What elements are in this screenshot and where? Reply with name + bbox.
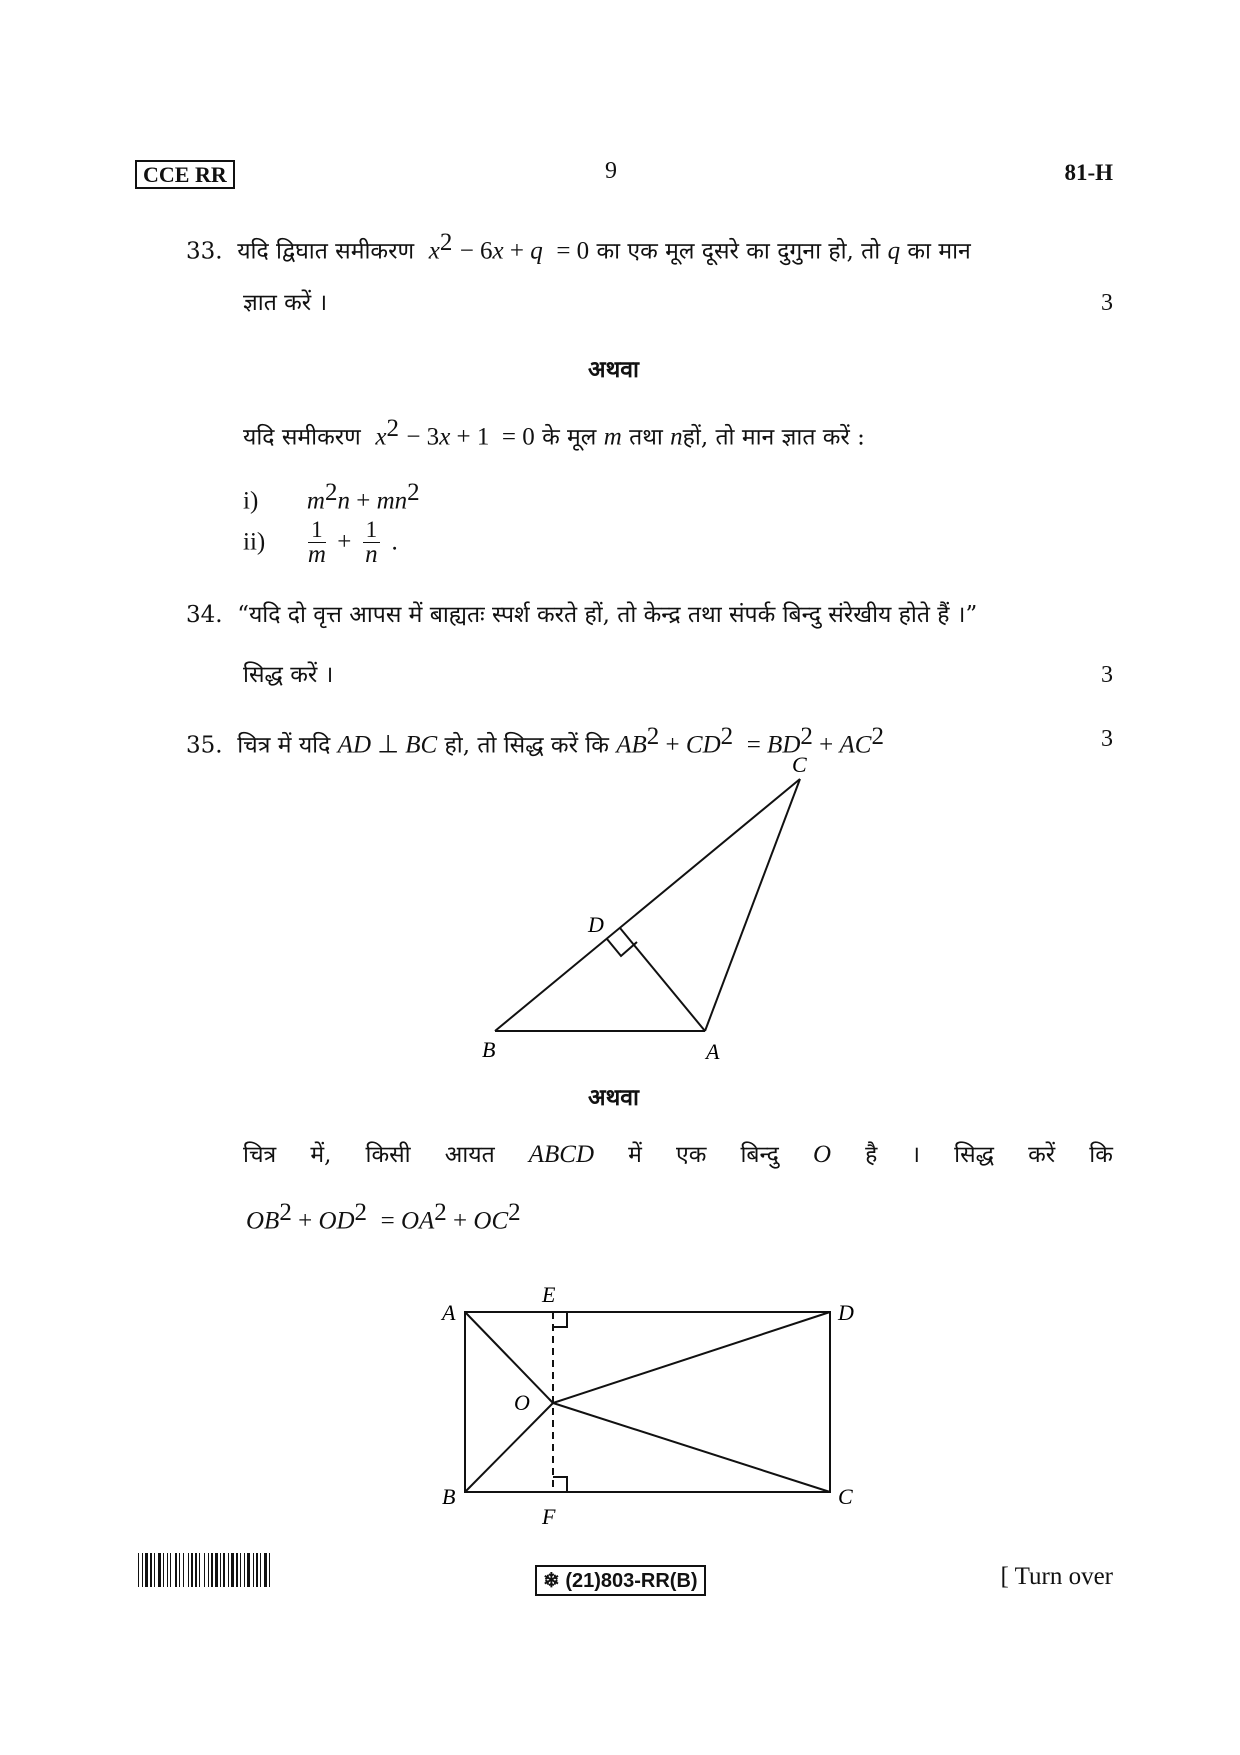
marks-35: 3: [1101, 726, 1113, 752]
barcode-bar: [264, 1553, 267, 1587]
barcode-bar: [167, 1553, 168, 1587]
item-label: ii): [243, 528, 266, 556]
booklet-code: ❄ (21)803-RR(B): [535, 1565, 706, 1596]
barcode-bar: [154, 1553, 155, 1587]
label-f: F: [542, 1504, 556, 1529]
segment-od: [553, 1312, 830, 1403]
label-o: O: [514, 1390, 530, 1415]
series-badge: CCE RR: [135, 160, 235, 189]
q33-alt-c: तथा: [629, 424, 663, 451]
segment-ob: [465, 1403, 553, 1492]
word: O: [812, 1141, 831, 1168]
barcode-bar: [253, 1553, 254, 1587]
altitude-ad: [620, 928, 705, 1031]
label-b: B: [442, 1484, 456, 1509]
paper-code: 81-H: [1064, 160, 1113, 185]
barcode-bar: [220, 1553, 221, 1587]
question-33-line1: 33. यदि द्विघात समीकरण $x^2 - 6x + q = 0$ का एक मूल दूसरे का दुगुना हो, तो q का मान: [186, 229, 971, 265]
q35-text-b: हो, तो सिद्ध करें कि: [444, 732, 609, 759]
label-d: D: [838, 1300, 854, 1325]
question-34-line1: [186, 600, 977, 630]
barcode-bar: [170, 1553, 171, 1587]
label-b: B: [482, 1037, 496, 1062]
q33-item-1: i) $m^2n + mn^2$: [243, 479, 420, 515]
word: करें: [1028, 1142, 1056, 1168]
q34-text: “यदि दो वृत्त आपस में बाह्यतः स्पर्श करते हों, तो केन्द्र तथा संपर्क बिन्दु संरेखीय होते हैं ।”: [237, 602, 978, 628]
marks-34: 3: [1101, 662, 1113, 688]
word: चित्र: [243, 1142, 277, 1168]
or-label-2: अथवा: [588, 1084, 640, 1111]
right-angle-mark-e: [553, 1312, 567, 1327]
label-a: A: [706, 1039, 720, 1064]
q33-alt-b: के मूल: [542, 424, 597, 451]
q33-text-b: का एक मूल दूसरे का दुगुना हो, तो: [596, 238, 881, 265]
word: आयत: [444, 1142, 495, 1168]
barcode-bar: [244, 1553, 245, 1587]
barcode-bar: [150, 1553, 152, 1587]
barcode-bar: [179, 1553, 180, 1587]
or-label-1: अथवा: [588, 356, 640, 383]
barcode-bar: [204, 1553, 205, 1587]
barcode-bar: [145, 1553, 148, 1587]
page-number: 9: [605, 158, 617, 184]
barcode-bar: [223, 1553, 225, 1587]
barcode-bar: [208, 1553, 209, 1587]
barcode-bar: [247, 1553, 250, 1587]
question-number: 33.: [186, 238, 223, 265]
barcode-bar: [163, 1553, 164, 1587]
barcode-bar: [228, 1553, 229, 1587]
word: कि: [1089, 1142, 1113, 1168]
question-33-alt: यदि समीकरण $x^2 - 3x + 1 = 0$ के मूल m तथा nहों, तो मान ज्ञात करें :: [243, 415, 865, 451]
q35-text-a: चित्र में यदि: [237, 732, 331, 759]
side-ca: [705, 779, 800, 1031]
barcode-bar: [236, 1553, 238, 1587]
barcode-bar: [175, 1553, 177, 1587]
q33-text-a: यदि द्विघात समीकरण: [237, 238, 415, 265]
barcode-bar: [191, 1553, 193, 1587]
side-bc: [495, 779, 800, 1031]
q33-text-c: का मान: [907, 238, 971, 265]
barcode-bar: [215, 1553, 218, 1587]
label-c: C: [792, 752, 807, 777]
barcode-bar: [195, 1553, 197, 1587]
barcode-bar: [188, 1553, 189, 1587]
word: ।: [911, 1142, 921, 1168]
question-number: 35.: [186, 732, 223, 759]
question-35-line: 35. चित्र में यदि AD ⊥ BC हो, तो सिद्ध करें कि $AB^2 + CD^2 = BD^2 + AC^2$: [186, 723, 884, 759]
q33-item-2: ii) $\frac{1}{m}$ + $\frac{1}{n}$ .: [243, 517, 398, 568]
barcode-bar: [256, 1553, 258, 1587]
label-c: C: [838, 1484, 853, 1509]
word: ABCD: [528, 1141, 595, 1168]
barcode: [138, 1553, 370, 1587]
label-d: D: [588, 912, 604, 937]
right-angle-mark: [607, 939, 637, 956]
barcode-bar: [231, 1553, 234, 1587]
barcode-bar: [142, 1553, 143, 1587]
label-e: E: [542, 1282, 556, 1307]
barcode-bar: [138, 1553, 139, 1587]
q33-alt-a: यदि समीकरण: [243, 424, 361, 451]
barcode-bar: [269, 1553, 270, 1587]
barcode-bar: [199, 1553, 200, 1587]
fraction-1-over-n: $\frac{1}{n}$: [363, 518, 381, 567]
question-number: 34.: [186, 602, 223, 628]
q35-alt-equation: $OB^2 + OD^2 = OA^2 + OC^2$: [246, 1199, 521, 1235]
word: में: [628, 1142, 642, 1168]
fraction-1-over-m: $\frac{1}{m}$: [307, 517, 326, 568]
segment-oc: [553, 1403, 830, 1492]
word: सिद्ध: [954, 1142, 995, 1168]
rectangle-figure: [430, 1272, 870, 1542]
q33-alt-d: हों, तो मान ज्ञात करें :: [682, 424, 865, 451]
label-a: A: [442, 1300, 456, 1325]
turn-over-note: [ Turn over: [1000, 1563, 1113, 1590]
word: में,: [310, 1142, 332, 1168]
barcode-bar: [183, 1553, 184, 1587]
word: है: [865, 1142, 878, 1168]
barcode-bar: [240, 1553, 241, 1587]
item-label: i): [243, 487, 259, 515]
marks-33: 3: [1101, 290, 1113, 316]
triangle-figure: [470, 752, 830, 1072]
barcode-bar: [211, 1553, 213, 1587]
q35-alt-line1: [243, 1140, 1113, 1170]
question-33-line2: ज्ञात करें ।: [243, 290, 328, 316]
barcode-bar: [158, 1553, 161, 1587]
word: किसी: [365, 1142, 411, 1168]
question-34-line2: सिद्ध करें ।: [243, 662, 334, 688]
word: एक: [675, 1142, 707, 1168]
right-angle-mark-f: [553, 1477, 567, 1492]
barcode-bar: [260, 1553, 261, 1587]
word: बिन्दु: [740, 1142, 779, 1168]
segment-oa: [465, 1312, 553, 1403]
